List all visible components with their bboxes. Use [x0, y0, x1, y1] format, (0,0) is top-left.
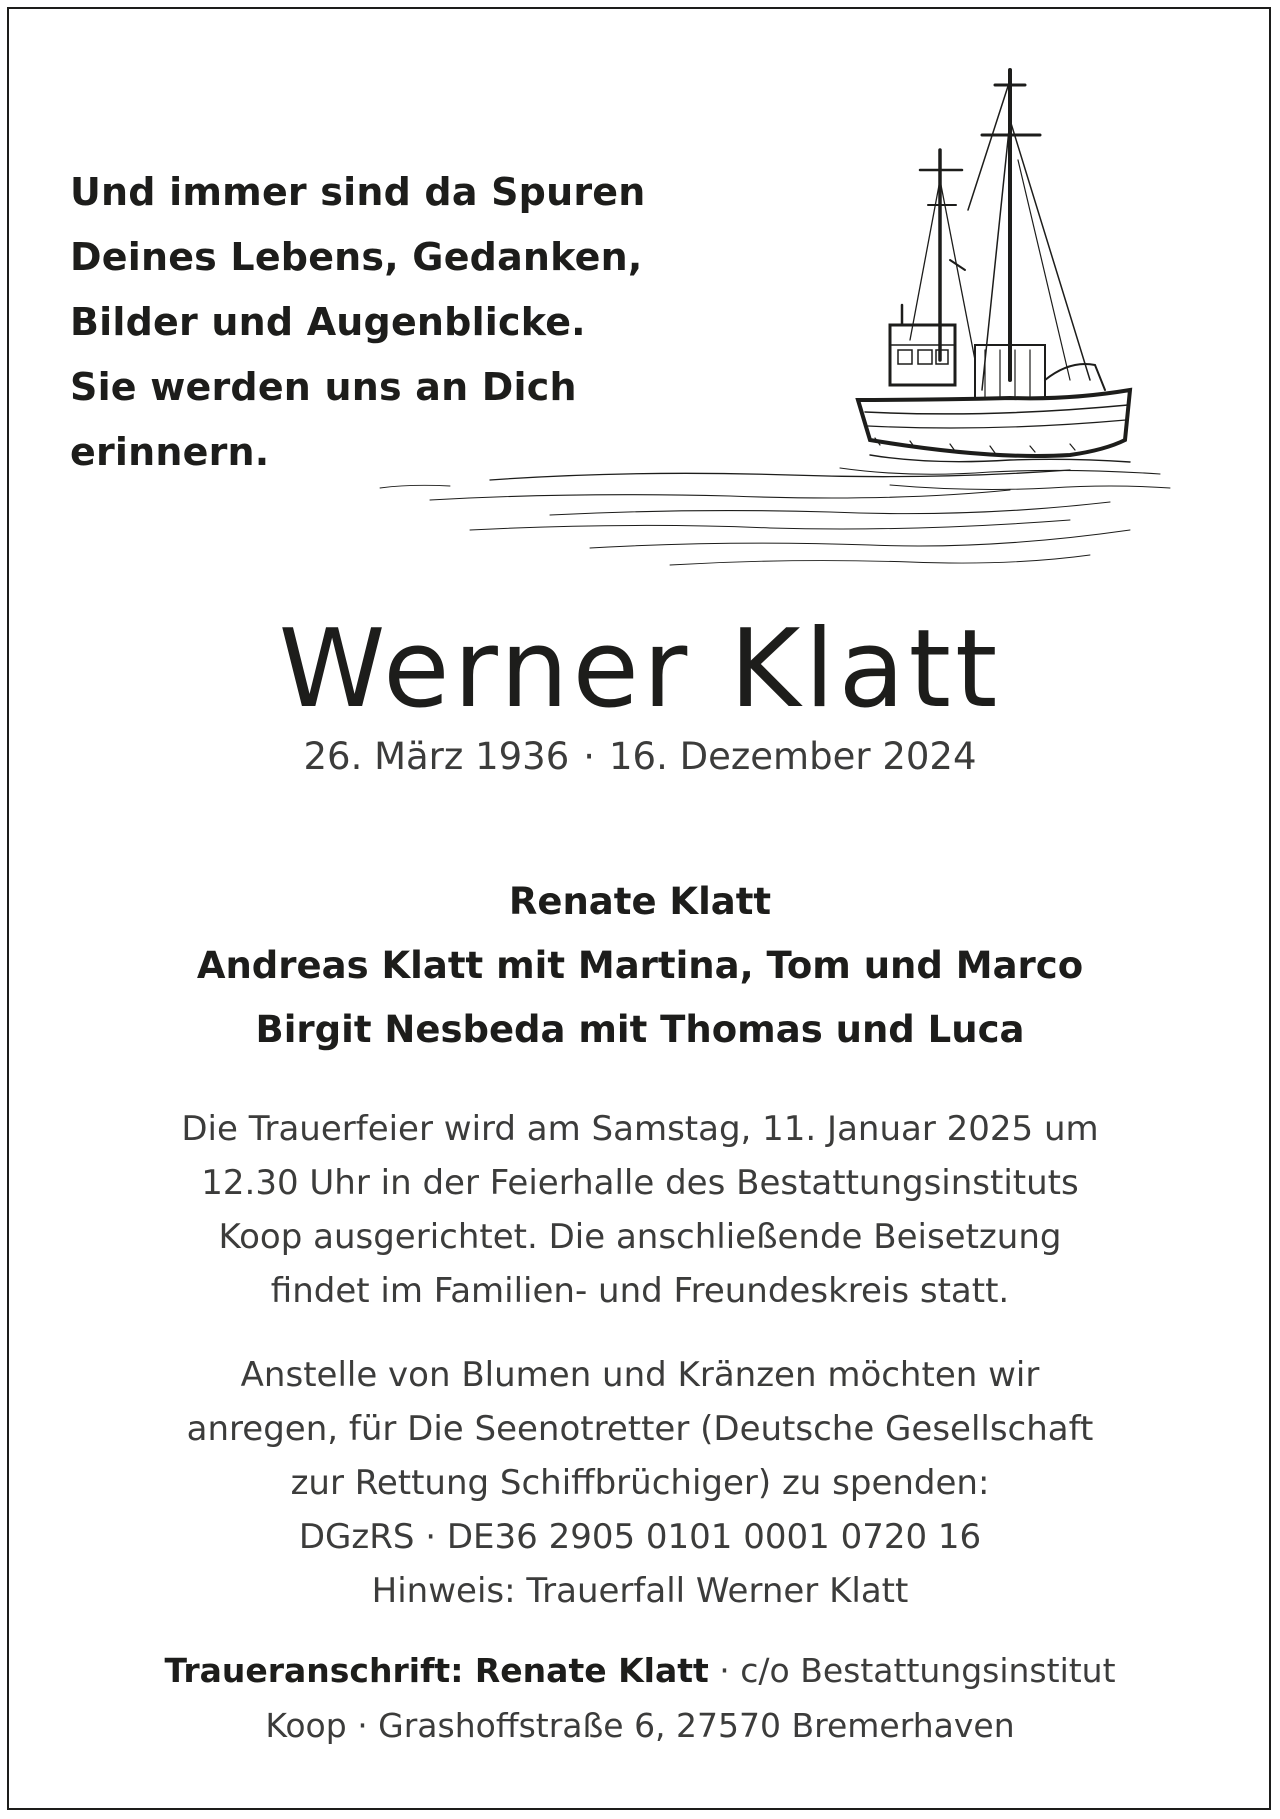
- family-line: Renate Klatt: [508, 880, 772, 923]
- donation-iban-line: DGzRS · DE36 2905 0101 0001 0720 16: [298, 1517, 982, 1557]
- family-line: Andreas Klatt mit Martina, Tom und Marco: [196, 944, 1084, 987]
- ceremony-paragraph: [0, 1102, 1280, 1318]
- address-label: Traueranschrift: Renate Klatt: [164, 1651, 709, 1690]
- donation-line: anregen, für Die Seenotretter (Deutsche Gesellschaft: [186, 1409, 1094, 1449]
- family-list: [0, 870, 1280, 1062]
- address-line-2: Koop · Grashoffstraße 6, 27570 Bremerhaven: [265, 1706, 1015, 1745]
- ceremony-line: Koop ausgerichtet. Die anschließende Beisetzung: [218, 1217, 1062, 1257]
- date-separator: ·: [583, 735, 596, 778]
- ceremony-line: findet im Familien- und Freundeskreis statt.: [270, 1271, 1010, 1311]
- quote-line: Sie werden uns an Dich: [70, 365, 577, 409]
- donation-line: zur Rettung Schiffbrüchiger) zu spenden:: [290, 1463, 990, 1503]
- life-dates: [0, 732, 1280, 782]
- quote-line: Deines Lebens, Gedanken,: [70, 235, 643, 279]
- quote-line: Und immer sind da Spuren: [70, 170, 646, 214]
- ceremony-line: 12.30 Uhr in der Feierhalle des Bestattungsinstituts: [201, 1163, 1079, 1203]
- donation-reference-line: Hinweis: Trauerfall Werner Klatt: [371, 1571, 909, 1611]
- address-care-of: · c/o Bestattungsinstitut: [708, 1651, 1116, 1690]
- donation-paragraph: [0, 1348, 1280, 1618]
- death-date: 16. Dezember 2024: [609, 735, 977, 778]
- fishing-boat-sketch-icon: [370, 60, 1190, 580]
- quote-line: erinnern.: [70, 430, 270, 474]
- address-line-1: [0, 1643, 1280, 1698]
- donation-line: Anstelle von Blumen und Kränzen möchten wir: [240, 1355, 1040, 1395]
- deceased-name: Werner Klatt: [278, 607, 1002, 732]
- quote-line: Bilder und Augenblicke.: [70, 300, 586, 344]
- birth-date: 26. März 1936: [303, 735, 570, 778]
- mourning-address: [0, 1643, 1280, 1753]
- ceremony-line: Die Trauerfeier wird am Samstag, 11. Januar 2025 um: [181, 1109, 1099, 1149]
- family-line: Birgit Nesbeda mit Thomas und Luca: [255, 1008, 1025, 1051]
